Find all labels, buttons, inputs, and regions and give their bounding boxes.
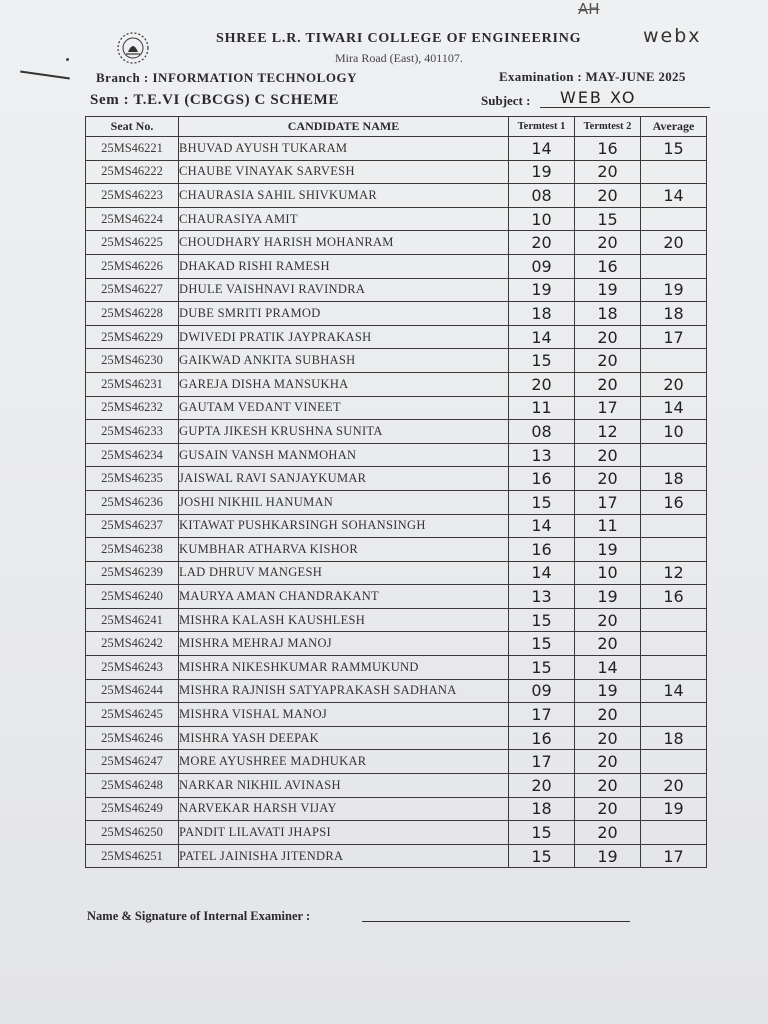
table-row [86, 467, 707, 491]
termtest-1-cell: 14 [509, 561, 575, 585]
candidate-name-cell: GUPTA JIKESH KRUSHNA SUNITA [179, 420, 509, 444]
seat-no-cell: 25MS46230 [86, 349, 179, 373]
termtest-1-cell: 15 [509, 656, 575, 680]
candidate-name-cell: DHAKAD RISHI RAMESH [179, 254, 509, 278]
header-termtest-2: Termtest 2 [575, 117, 641, 137]
seat-no-cell: 25MS46246 [86, 726, 179, 750]
table-row [86, 821, 707, 845]
termtest-1-cell: 09 [509, 254, 575, 278]
termtest-2-cell: 17 [575, 490, 641, 514]
termtest-2-cell: 20 [575, 349, 641, 373]
table-row [86, 656, 707, 680]
average-cell [641, 656, 707, 680]
termtest-2-cell: 20 [575, 774, 641, 798]
termtest-2-cell: 16 [575, 254, 641, 278]
termtest-2-cell: 20 [575, 608, 641, 632]
termtest-1-cell: 16 [509, 538, 575, 562]
termtest-1-cell: 15 [509, 844, 575, 868]
candidate-name-cell: GAIKWAD ANKITA SUBHASH [179, 349, 509, 373]
termtest-1-cell: 09 [509, 679, 575, 703]
termtest-1-cell: 20 [509, 774, 575, 798]
seat-no-cell: 25MS46239 [86, 561, 179, 585]
termtest-2-cell: 12 [575, 420, 641, 444]
seat-no-cell: 25MS46247 [86, 750, 179, 774]
subject-value: WEB XO [560, 88, 637, 107]
average-cell [641, 349, 707, 373]
candidate-name-cell: CHOUDHARY HARISH MOHANRAM [179, 231, 509, 255]
examination-line: Examination : MAY-JUNE 2025 [499, 69, 686, 84]
average-cell: 15 [641, 137, 707, 161]
average-cell [641, 703, 707, 727]
termtest-2-cell: 20 [575, 231, 641, 255]
termtest-2-cell: 16 [575, 137, 641, 161]
candidate-name-cell: BHUVAD AYUSH TUKARAM [179, 137, 509, 161]
average-cell [641, 538, 707, 562]
termtest-2-cell: 20 [575, 726, 641, 750]
average-cell [641, 254, 707, 278]
candidate-name-cell: PANDIT LILAVATI JHAPSI [179, 821, 509, 845]
termtest-2-cell: 19 [575, 679, 641, 703]
candidate-name-cell: DHULE VAISHNAVI RAVINDRA [179, 278, 509, 302]
table-row [86, 750, 707, 774]
termtest-2-cell: 20 [575, 467, 641, 491]
candidate-name-cell: CHAURASIA SAHIL SHIVKUMAR [179, 184, 509, 208]
subject-label: Subject : [481, 93, 531, 108]
candidate-name-cell: MORE AYUSHREE MADHUKAR [179, 750, 509, 774]
seat-no-cell: 25MS46225 [86, 231, 179, 255]
candidate-name-cell: NARVEKAR HARSH VIJAY [179, 797, 509, 821]
average-cell [641, 443, 707, 467]
termtest-2-cell: 15 [575, 207, 641, 231]
average-cell [641, 207, 707, 231]
candidate-name-cell: LAD DHRUV MANGESH [179, 561, 509, 585]
signature-line [362, 921, 630, 922]
table-row [86, 137, 707, 161]
table-row [86, 514, 707, 538]
termtest-1-cell: 16 [509, 726, 575, 750]
table-row [86, 184, 707, 208]
termtest-1-cell: 17 [509, 750, 575, 774]
seat-no-cell: 25MS46250 [86, 821, 179, 845]
termtest-1-cell: 14 [509, 514, 575, 538]
table-row [86, 726, 707, 750]
average-cell [641, 160, 707, 184]
candidate-name-cell: KITAWAT PUSHKARSINGH SOHANSINGH [179, 514, 509, 538]
termtest-2-cell: 19 [575, 844, 641, 868]
termtest-1-cell: 15 [509, 349, 575, 373]
table-row [86, 632, 707, 656]
candidate-name-cell: MISHRA RAJNISH SATYAPRAKASH SADHANA [179, 679, 509, 703]
termtest-2-cell: 20 [575, 632, 641, 656]
table-row [86, 420, 707, 444]
college-address: Mira Road (East), 401107. [335, 51, 463, 65]
seat-no-cell: 25MS46227 [86, 278, 179, 302]
semester-line: Sem : T.E.VI (CBCGS) C SCHEME [90, 92, 339, 108]
table-row [86, 372, 707, 396]
average-cell: 19 [641, 797, 707, 821]
termtest-2-cell: 20 [575, 372, 641, 396]
candidate-name-cell: MISHRA YASH DEEPAK [179, 726, 509, 750]
seat-no-cell: 25MS46233 [86, 420, 179, 444]
average-cell: 18 [641, 467, 707, 491]
college-logo-icon [112, 28, 154, 68]
table-row [86, 797, 707, 821]
candidate-name-cell: MISHRA NIKESHKUMAR RAMMUKUND [179, 656, 509, 680]
seat-no-cell: 25MS46243 [86, 656, 179, 680]
average-cell: 19 [641, 278, 707, 302]
seat-no-cell: 25MS46249 [86, 797, 179, 821]
average-cell [641, 608, 707, 632]
average-cell: 17 [641, 844, 707, 868]
table-row [86, 254, 707, 278]
average-cell: 20 [641, 231, 707, 255]
termtest-2-cell: 20 [575, 160, 641, 184]
average-cell [641, 514, 707, 538]
seat-no-cell: 25MS46221 [86, 137, 179, 161]
candidate-name-cell: JOSHI NIKHIL HANUMAN [179, 490, 509, 514]
seat-no-cell: 25MS46224 [86, 207, 179, 231]
termtest-1-cell: 18 [509, 302, 575, 326]
header-seat-no: Seat No. [86, 117, 179, 137]
margin-dot [66, 58, 69, 61]
average-cell [641, 821, 707, 845]
termtest-2-cell: 20 [575, 821, 641, 845]
termtest-1-cell: 15 [509, 632, 575, 656]
average-cell: 20 [641, 774, 707, 798]
average-cell: 14 [641, 396, 707, 420]
seat-no-cell: 25MS46251 [86, 844, 179, 868]
termtest-1-cell: 17 [509, 703, 575, 727]
average-cell [641, 632, 707, 656]
header-candidate-name: CANDIDATE NAME [179, 117, 509, 137]
table-row [86, 278, 707, 302]
handwritten-subject-note: webx [643, 25, 702, 47]
termtest-2-cell: 18 [575, 302, 641, 326]
termtest-1-cell: 20 [509, 231, 575, 255]
candidate-name-cell: JAISWAL RAVI SANJAYKUMAR [179, 467, 509, 491]
termtest-2-cell: 20 [575, 750, 641, 774]
table-row [86, 349, 707, 373]
average-cell: 17 [641, 325, 707, 349]
candidate-name-cell: MISHRA MEHRAJ MANOJ [179, 632, 509, 656]
termtest-2-cell: 19 [575, 538, 641, 562]
table-row [86, 160, 707, 184]
seat-no-cell: 25MS46241 [86, 608, 179, 632]
average-cell: 18 [641, 302, 707, 326]
termtest-2-cell: 17 [575, 396, 641, 420]
marks-table-body [86, 137, 707, 868]
termtest-1-cell: 18 [509, 797, 575, 821]
candidate-name-cell: DWIVEDI PRATIK JAYPRAKASH [179, 325, 509, 349]
table-row [86, 490, 707, 514]
termtest-1-cell: 19 [509, 160, 575, 184]
termtest-2-cell: 19 [575, 278, 641, 302]
termtest-1-cell: 11 [509, 396, 575, 420]
candidate-name-cell: GAUTAM VEDANT VINEET [179, 396, 509, 420]
branch-line: Branch : INFORMATION TECHNOLOGY [96, 70, 357, 85]
seat-no-cell: 25MS46238 [86, 538, 179, 562]
handwritten-top-mark: AH [578, 0, 600, 18]
seat-no-cell: 25MS46245 [86, 703, 179, 727]
termtest-1-cell: 13 [509, 585, 575, 609]
termtest-1-cell: 15 [509, 608, 575, 632]
seat-no-cell: 25MS46242 [86, 632, 179, 656]
seat-no-cell: 25MS46244 [86, 679, 179, 703]
seat-no-cell: 25MS46229 [86, 325, 179, 349]
table-row [86, 585, 707, 609]
termtest-2-cell: 20 [575, 184, 641, 208]
seat-no-cell: 25MS46226 [86, 254, 179, 278]
table-row [86, 396, 707, 420]
termtest-1-cell: 14 [509, 325, 575, 349]
table-row [86, 231, 707, 255]
termtest-1-cell: 13 [509, 443, 575, 467]
average-cell: 14 [641, 679, 707, 703]
candidate-name-cell: DUBE SMRITI PRAMOD [179, 302, 509, 326]
seat-no-cell: 25MS46235 [86, 467, 179, 491]
signature-label: Name & Signature of Internal Examiner : [87, 909, 311, 923]
table-row [86, 679, 707, 703]
seat-no-cell: 25MS46237 [86, 514, 179, 538]
seat-no-cell: 25MS46223 [86, 184, 179, 208]
average-cell: 20 [641, 372, 707, 396]
termtest-2-cell: 20 [575, 703, 641, 727]
average-cell [641, 750, 707, 774]
candidate-name-cell: MAURYA AMAN CHANDRAKANT [179, 585, 509, 609]
termtest-1-cell: 08 [509, 420, 575, 444]
termtest-1-cell: 19 [509, 278, 575, 302]
candidate-name-cell: CHAURASIYA AMIT [179, 207, 509, 231]
termtest-1-cell: 16 [509, 467, 575, 491]
termtest-2-cell: 11 [575, 514, 641, 538]
table-row [86, 774, 707, 798]
average-cell: 12 [641, 561, 707, 585]
average-cell: 18 [641, 726, 707, 750]
termtest-1-cell: 14 [509, 137, 575, 161]
candidate-name-cell: GAREJA DISHA MANSUKHA [179, 372, 509, 396]
termtest-1-cell: 08 [509, 184, 575, 208]
table-row [86, 302, 707, 326]
seat-no-cell: 25MS46231 [86, 372, 179, 396]
seat-no-cell: 25MS46240 [86, 585, 179, 609]
table-row [86, 703, 707, 727]
candidate-name-cell: MISHRA KALASH KAUSHLESH [179, 608, 509, 632]
table-row [86, 325, 707, 349]
table-header-row [86, 117, 707, 137]
table-row [86, 844, 707, 868]
average-cell: 10 [641, 420, 707, 444]
candidate-name-cell: MISHRA VISHAL MANOJ [179, 703, 509, 727]
seat-no-cell: 25MS46234 [86, 443, 179, 467]
termtest-2-cell: 10 [575, 561, 641, 585]
average-cell: 16 [641, 585, 707, 609]
table-row [86, 538, 707, 562]
college-name: SHREE L.R. TIWARI COLLEGE OF ENGINEERING [216, 31, 582, 46]
seat-no-cell: 25MS46228 [86, 302, 179, 326]
header-average: Average [641, 117, 707, 137]
header-termtest-1: Termtest 1 [509, 117, 575, 137]
table-row [86, 561, 707, 585]
seat-no-cell: 25MS46248 [86, 774, 179, 798]
termtest-1-cell: 10 [509, 207, 575, 231]
termtest-2-cell: 20 [575, 797, 641, 821]
table-row [86, 443, 707, 467]
seat-no-cell: 25MS46232 [86, 396, 179, 420]
candidate-name-cell: CHAUBE VINAYAK SARVESH [179, 160, 509, 184]
termtest-2-cell: 20 [575, 443, 641, 467]
marks-table [85, 116, 707, 868]
average-cell: 16 [641, 490, 707, 514]
seat-no-cell: 25MS46236 [86, 490, 179, 514]
termtest-1-cell: 15 [509, 821, 575, 845]
candidate-name-cell: GUSAIN VANSH MANMOHAN [179, 443, 509, 467]
termtest-2-cell: 14 [575, 656, 641, 680]
margin-pen-mark [20, 71, 70, 80]
subject-underline [540, 107, 710, 108]
average-cell: 14 [641, 184, 707, 208]
termtest-1-cell: 20 [509, 372, 575, 396]
table-row [86, 608, 707, 632]
candidate-name-cell: PATEL JAINISHA JITENDRA [179, 844, 509, 868]
table-row [86, 207, 707, 231]
candidate-name-cell: KUMBHAR ATHARVA KISHOR [179, 538, 509, 562]
termtest-2-cell: 20 [575, 325, 641, 349]
candidate-name-cell: NARKAR NIKHIL AVINASH [179, 774, 509, 798]
seat-no-cell: 25MS46222 [86, 160, 179, 184]
termtest-2-cell: 19 [575, 585, 641, 609]
termtest-1-cell: 15 [509, 490, 575, 514]
